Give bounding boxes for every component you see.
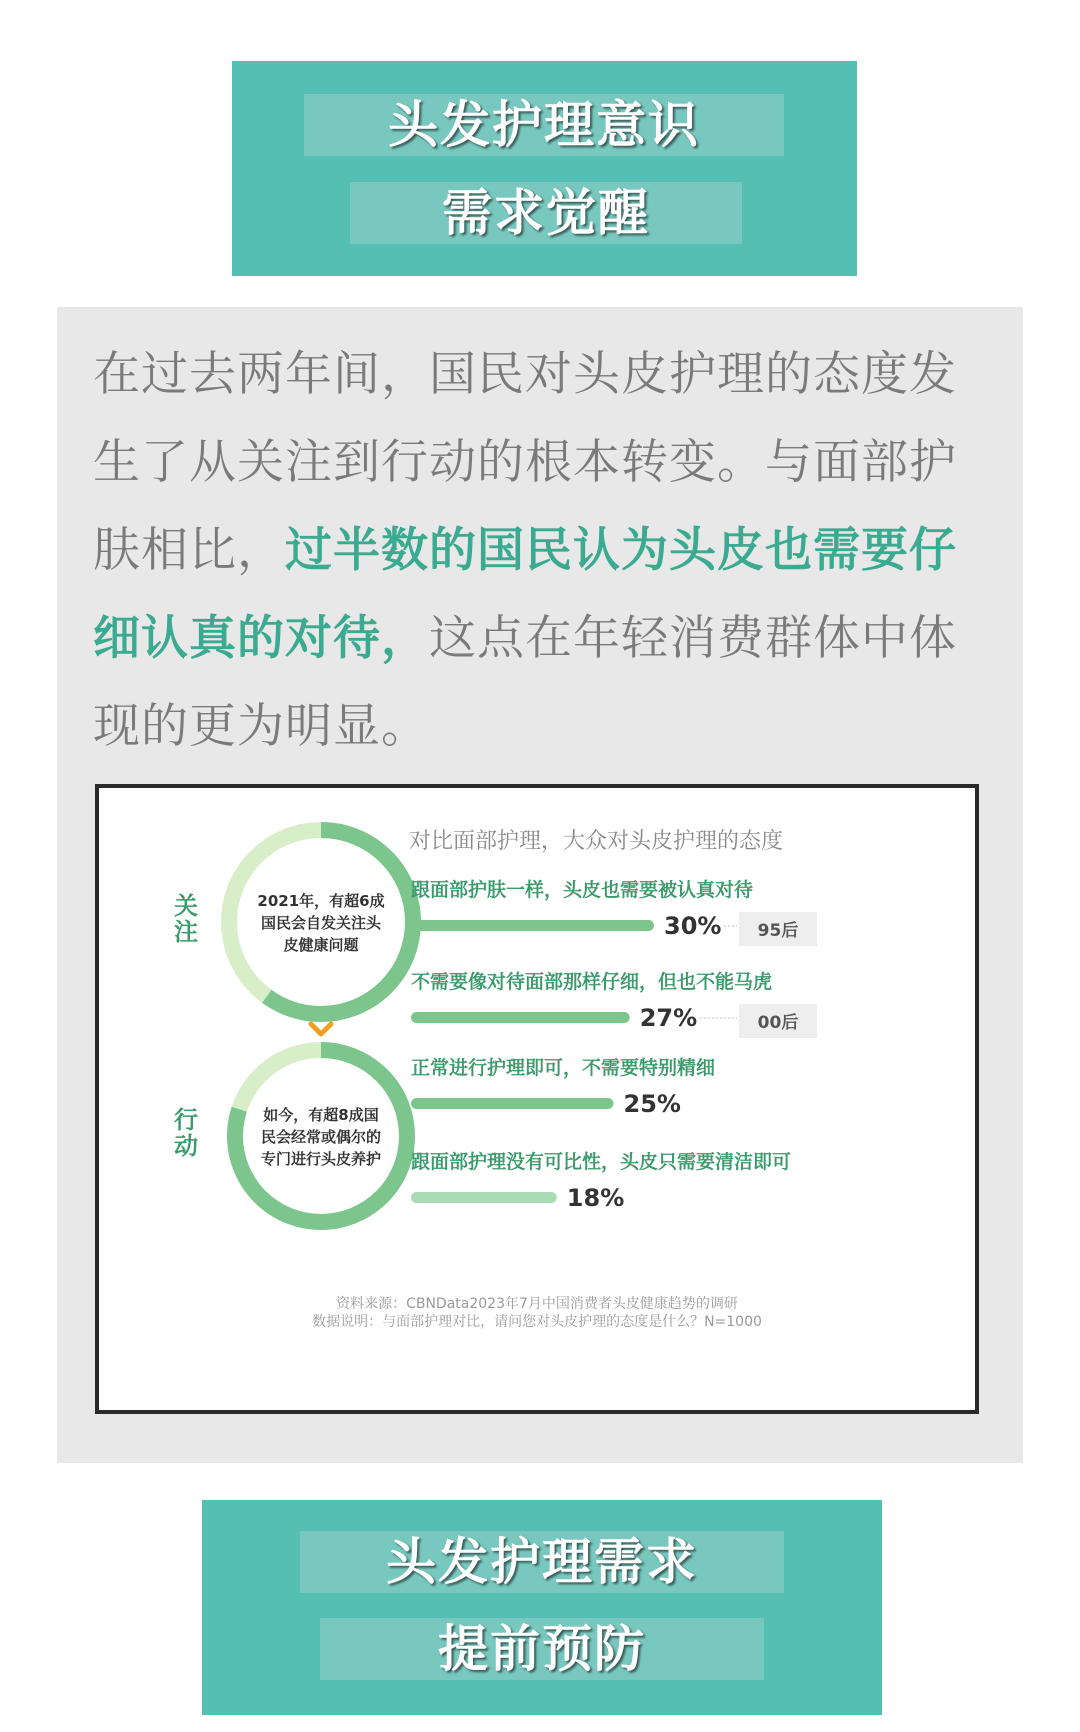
donut-xingdong-label-2: 动 xyxy=(174,1132,198,1160)
donut-xingdong-text-1: 如今，有超8成国 xyxy=(263,1106,379,1124)
chart-source: 资料来源：CBNData2023年7月中国消费者头皮健康趋势的调研 xyxy=(336,1296,738,1312)
donut-xingdong-text-2: 民会经常或偶尔的 xyxy=(260,1128,382,1146)
chevron-down-icon xyxy=(311,1024,331,1034)
bar-value-label: 25% xyxy=(623,1090,681,1118)
bar xyxy=(411,1098,614,1109)
bar xyxy=(411,1012,630,1023)
cohort-tag: 95后 xyxy=(757,921,799,941)
donut-guanzhu-label-1: 关 xyxy=(174,892,198,920)
paragraph-text-2: 这点在年轻消费群体中体现的更为明显。 xyxy=(93,611,957,754)
donut-guanzhu-label-2: 注 xyxy=(174,918,198,946)
donut-xingdong-text-3: 专门进行头皮养护 xyxy=(260,1150,382,1168)
banner-title-line1: 头发护理意识 xyxy=(304,94,784,156)
chart-title: 对比面部护理，大众对头皮护理的态度 xyxy=(409,829,784,854)
banner-title-line1: 头发护理需求 xyxy=(300,1531,784,1593)
bar-category-label: 正常进行护理即可，不需要特别精细 xyxy=(411,1057,716,1079)
bar-value-label: 18% xyxy=(566,1184,625,1212)
bar-value-label: 27% xyxy=(639,1004,698,1032)
chart-note: 数据说明：与面部护理对比，请问您对头皮护理的态度是什么？N=1000 xyxy=(312,1314,762,1330)
section-banner-awareness xyxy=(232,61,857,276)
donut-xingdong-label-1: 行 xyxy=(174,1106,198,1134)
bar-value-label: 30% xyxy=(664,912,722,940)
bar-category-label: 跟面部护肤一样，头皮也需要被认真对待 xyxy=(411,879,754,901)
donut-guanzhu-text-3: 皮健康问题 xyxy=(283,936,359,954)
section-banner-prevention xyxy=(202,1500,882,1715)
bar-category-label: 跟面部护理没有可比性，头皮只需要清洁即可 xyxy=(411,1151,792,1173)
bar xyxy=(411,1192,557,1203)
content-panel xyxy=(57,307,1023,1463)
chart-svg xyxy=(99,788,975,1410)
chart-figure xyxy=(95,784,979,1414)
intro-paragraph xyxy=(93,331,993,771)
donut-guanzhu-text-2: 国民会自发关注头 xyxy=(260,914,382,932)
bar xyxy=(411,920,654,931)
paragraph-text-1: 在过去两年间，国民对头皮护理的态度发生了从关注到行动的根本转变。与面部护肤相比， xyxy=(93,347,957,578)
bar-category-label: 不需要像对待面部那样仔细，但也不能马虎 xyxy=(411,971,773,993)
donut-guanzhu-text-1: 2021年，有超6成 xyxy=(257,892,385,910)
banner-title-line2: 需求觉醒 xyxy=(350,182,742,244)
banner-title-line2: 提前预防 xyxy=(320,1618,764,1680)
cohort-tag: 00后 xyxy=(757,1013,799,1033)
paragraph-highlight: 过半数的国民认为头皮也需要仔细认真的对待， xyxy=(93,523,957,666)
